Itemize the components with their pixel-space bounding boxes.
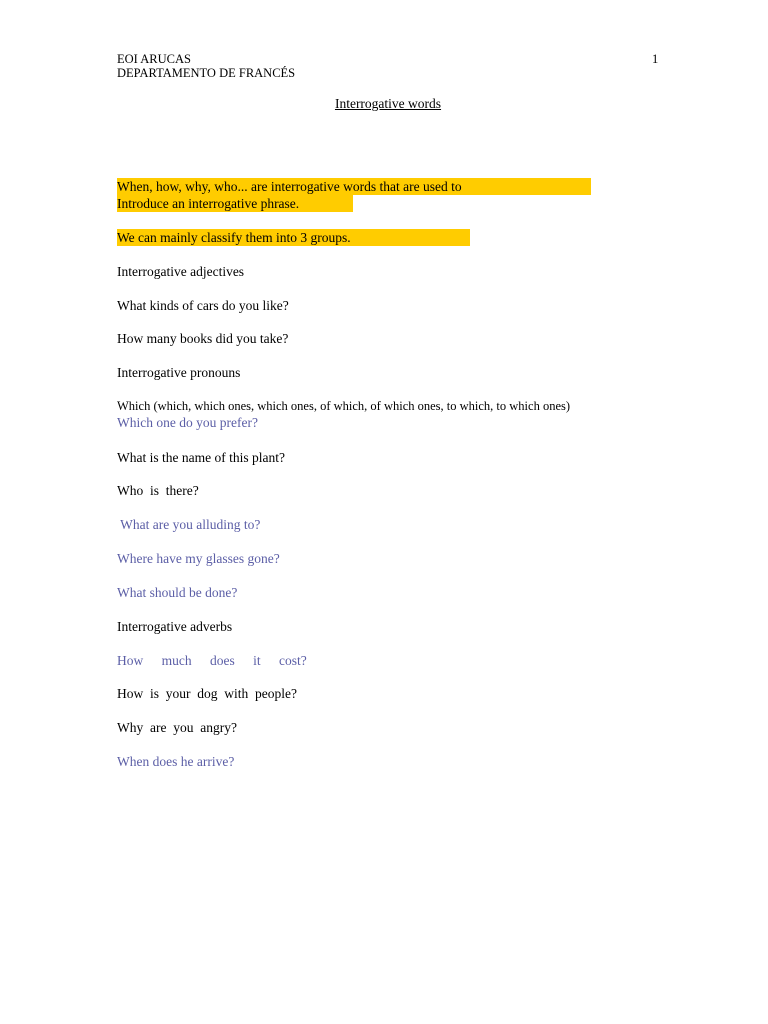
section-heading-adverbs: Interrogative adverbs bbox=[117, 619, 233, 634]
header-department: DEPARTAMENTO DE FRANCÉS bbox=[117, 66, 296, 80]
example-sentence: What is the name of this plant? bbox=[117, 450, 285, 465]
header-school: EOI ARUCAS bbox=[117, 52, 191, 66]
which-forms-line: Which (which, which ones, which ones, of which, of which ones, to which, to which ones) bbox=[117, 399, 571, 413]
example-sentence: What kinds of cars do you like? bbox=[117, 298, 289, 313]
example-sentence: How many books did you take? bbox=[117, 331, 289, 346]
example-sentence: What are you alluding to? bbox=[117, 517, 261, 532]
example-sentence: How much does it cost? bbox=[117, 653, 307, 668]
example-sentence: Which one do you prefer? bbox=[117, 415, 258, 430]
intro-line-1: When, how, why, who... are interrogative words that are used to bbox=[117, 179, 462, 194]
section-heading-adjectives: Interrogative adjectives bbox=[117, 264, 245, 279]
example-sentence: What should be done? bbox=[117, 585, 238, 600]
page-title: Interrogative words bbox=[334, 96, 442, 111]
intro-line-3: We can mainly classify them into 3 groups. bbox=[117, 230, 351, 245]
page-number: 1 bbox=[652, 52, 659, 66]
example-sentence: Who is there? bbox=[117, 483, 199, 498]
example-sentence: Why are you angry? bbox=[117, 720, 237, 735]
intro-line-2: Introduce an interrogative phrase. bbox=[117, 196, 300, 211]
example-sentence: When does he arrive? bbox=[117, 754, 235, 769]
example-sentence: How is your dog with people? bbox=[117, 686, 297, 701]
section-heading-pronouns: Interrogative pronouns bbox=[117, 365, 241, 380]
example-sentence: Where have my glasses gone? bbox=[117, 551, 280, 566]
